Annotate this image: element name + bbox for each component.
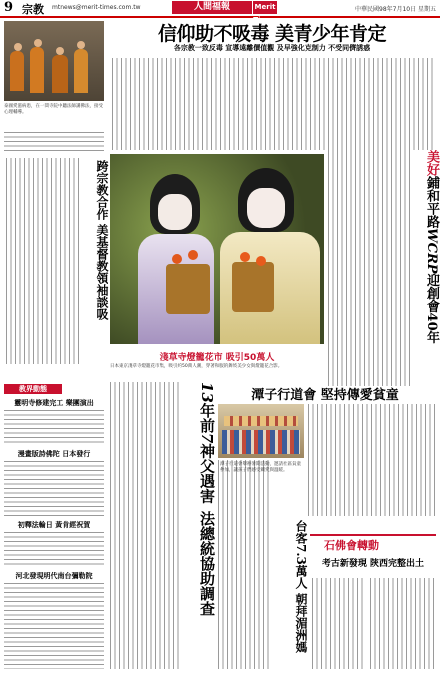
ngo-article-text: [306, 404, 436, 516]
priests-headline-part3: 法總統協助調查: [198, 511, 216, 617]
stone-buddha-banner: [310, 534, 436, 552]
brief-text-3: [4, 530, 104, 568]
brief-text-4: [4, 581, 104, 669]
priests-headline: [184, 382, 214, 669]
wcrp-headline-part4: 迎創會40年: [424, 273, 439, 344]
priests-headline-part2: 神父遇害: [198, 443, 216, 504]
archaeology-article-text: [368, 578, 436, 669]
ngo-headline: 潭子行道會 堅持傳愛貧童: [251, 388, 399, 403]
wcrp-headline-part2: 鋪和平路: [424, 176, 439, 228]
brief-text-1: [4, 408, 104, 446]
mid-article-text-2: [216, 460, 270, 669]
newspaper-logo-en: Merit Times: [253, 3, 277, 24]
brief-title-3: 初釋法輪日 黃肯經祝賀: [17, 521, 91, 529]
wcrp-headline: [412, 150, 438, 390]
mid-article-text: [108, 382, 182, 669]
ngo-photo-caption: 潭子行道會舉辦暑期活動，邀請社區貧童參加，讓孩子們感受關愛與溫暖。: [220, 462, 301, 473]
geisha-photo: [110, 154, 324, 344]
section-name: 宗教: [22, 3, 44, 16]
mazu-article-text: [310, 578, 366, 669]
news-brief-label: 教界動態: [4, 384, 62, 394]
lead-headline: 信仰助不吸毒 美青少年肯定: [157, 23, 387, 45]
mazu-headline: 台客7.3萬人 朝拜湄洲媽: [294, 520, 308, 654]
monks-photo-caption: 泰國愛滋病患，在一間寺院中聽法師講佛法，接受心理輔導。: [4, 104, 103, 115]
page-number: 9: [4, 0, 14, 15]
brief-text-2: [4, 459, 104, 517]
interfaith-article-text: [4, 158, 82, 364]
ngo-photo: [218, 404, 304, 458]
geisha-caption-headline: 淺草寺燈籠花市 吸引50萬人: [159, 353, 275, 363]
wcrp-headline-part1: 美好: [424, 150, 439, 176]
newspaper-logo: 人間福報: [172, 1, 252, 14]
brief-title-4: 河北發現明代南台彌勒院: [15, 572, 93, 580]
section-email: mtnews@merit-times.com.tw: [52, 4, 141, 11]
priests-headline-num1: 13: [198, 382, 216, 403]
lead-subhead: 各宗教一致反毒 宣導遠離價值觀 及早強化克制力 不受同儕誘惑: [173, 44, 371, 52]
archaeology-headline: 考古新發現 陝西完整出土: [321, 559, 425, 569]
page-header: [0, 0, 440, 24]
interfaith-headline: 跨宗教合作 美基督教領袖談吸: [95, 160, 109, 321]
priests-headline-part1: 年前: [198, 402, 216, 433]
wcrp-headline-part3: WCRP: [424, 228, 439, 274]
brief-title-1: 靈明寺修建完工 樂團演出: [14, 399, 94, 407]
right-article-text: [326, 58, 412, 386]
stone-buddha-banner-text: 石佛會轉動: [324, 539, 379, 552]
monks-photo: [4, 21, 104, 101]
issue-date: 中華民國98年7月10日 星期五: [355, 6, 436, 13]
brief-title-2: 漫畫版詩佛陀 日本發行: [17, 450, 91, 458]
priests-headline-num2: 7: [198, 432, 216, 444]
geisha-caption-text: 日本東京淺草寺燈籠花市集，吸引約50萬人潮，穿著和服的舞妓美少女與燈籠花合影。: [110, 364, 283, 369]
left-column-text: [4, 130, 104, 152]
